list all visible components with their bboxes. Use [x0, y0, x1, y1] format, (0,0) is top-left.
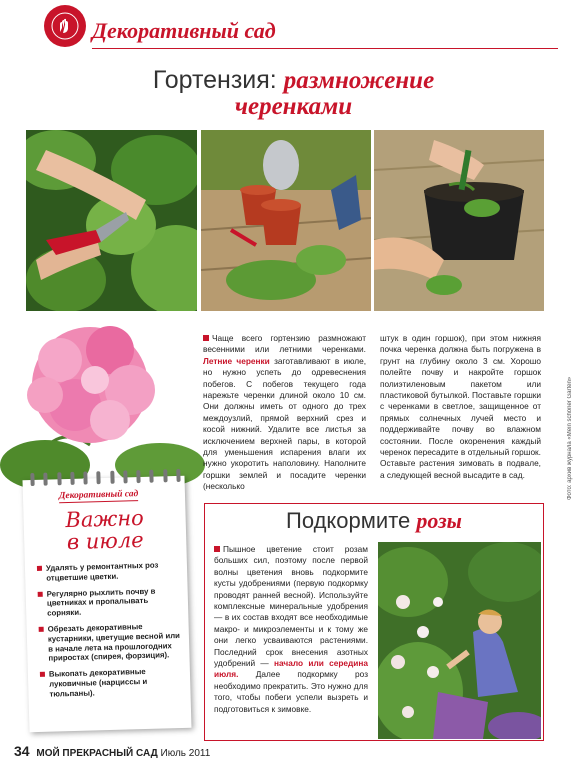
- magazine-name: МОЙ ПРЕКРАСНЫЙ САД: [36, 748, 158, 759]
- article-p1-lead: Чаще всего гортензию размножают весенними или летними черенками.: [203, 333, 366, 355]
- roses-paragraph: [214, 544, 368, 715]
- binding-ring: [150, 470, 154, 483]
- list-item: Регулярно рыхлить почву в цветниках и пропалывать сорняки.: [38, 586, 183, 619]
- roses-text-highlight: начало или середина июля.: [214, 658, 369, 680]
- magazine-logo: [44, 5, 86, 47]
- section-title: Декоративный сад: [92, 18, 276, 43]
- binding-ring: [30, 473, 34, 486]
- binding-ring: [83, 471, 87, 484]
- page-footer: [14, 743, 210, 759]
- issue-date: Июль 2011: [160, 748, 211, 759]
- spiral-binding: [30, 469, 180, 487]
- card-category: Декоративный сад: [58, 489, 139, 502]
- article-paragraph-1: [203, 333, 366, 493]
- hydrangea-flower-image: [0, 305, 215, 495]
- binding-ring: [163, 469, 167, 482]
- binding-ring: [176, 469, 180, 482]
- july-tips-card: [23, 476, 192, 732]
- list-item: Выкопать декоративные луковичные (нарциссы и тюльпаны).: [40, 666, 185, 699]
- binding-ring: [110, 471, 114, 484]
- article-title-prefix: Гортензия:: [152, 66, 277, 94]
- binding-ring: [70, 472, 74, 485]
- page-number: 34: [14, 743, 30, 759]
- article-p1-rest: заготавливают в июле, но нужно успеть до одревеснения побегов. С побегов текущего года нарежьте черенки длиной около 10 см. Они должны иметь от одного до трех междоузлий, прямой верхний срез и косой нижний. Удалите все листья за исключением верхней пары, в которой для уменьшения испарения влаги их нужно укоротить наполовину. Наполните горшки землей и посадите черенки (несколько: [203, 355, 366, 492]
- roses-title: [205, 506, 543, 536]
- bullet-square-icon: [203, 335, 209, 341]
- card-tips-list: [37, 560, 185, 706]
- article-body-column-1: [203, 333, 366, 493]
- card-title: [23, 506, 186, 555]
- roses-text-lead: Пышное цветение стоит розам больших сил, поэтому после первой волны цветения вновь подкормите кусты удобрениями (первую подкормку проводят ранней весной). Используйте комплексные минеральные удобрения — в их состав входят все необходимые макро- и микроэлементы и к тому же они легко усваиваются растениями. Последний срок внесения азотных удобрений —: [214, 544, 368, 669]
- article-paragraph-2: штук в один горшок), при этом нижняя почка черенка должна быть погружена в грунт на глубину около 3 см. Хорошо полейте почву и накройте горшок полиэтиленовым пакетом или пластиковой бутылкой. Поставьте горшки с черенками в светлое, защищенное от прямых солнечных лучей место и поддерживайте почву во влажном состоянии. После окоренения каждый черенок пересадите в отдельный горшок. Оставьте растения зимовать в подвале, а следующей весной высадите в сад.: [380, 333, 541, 480]
- card-title-line2: в июле: [66, 527, 144, 555]
- hand-spade-icon: [51, 12, 79, 40]
- list-item: Удалять у ремонтантных роз отцветшие цветки.: [37, 560, 181, 584]
- binding-ring: [44, 473, 48, 486]
- roses-title-prefix: Подкормите: [286, 508, 411, 533]
- photo-gardener-roses: [378, 542, 541, 739]
- binding-ring: [57, 472, 61, 485]
- header-divider: [92, 48, 558, 49]
- roses-feeding-box: [204, 503, 544, 741]
- binding-ring: [97, 471, 101, 484]
- article-title-accent: размножение: [283, 67, 435, 94]
- article-title-line2: черенками: [234, 93, 353, 120]
- article-title: [0, 66, 587, 95]
- roses-text-rest: Далее подкормку роз необходимо прекратить. Это нужно для того, чтобы побеги успели вызреть и подготовиться к зимовке.: [214, 669, 368, 714]
- roses-text: [214, 544, 368, 715]
- photo-cutting-shoot: [26, 130, 197, 311]
- bullet-square-icon: [214, 546, 220, 552]
- list-item: Обрезать декоративные кустарники, цветущие весной или в начале лета на прошлогодних приростах (спирея, форзиция).: [39, 621, 184, 664]
- article-p1-highlight: Летние черенки: [203, 355, 270, 366]
- photo-credit: Фото: архив журнала «Mein schöner Garten»: [567, 376, 573, 500]
- photo-planting-cutting: [374, 130, 544, 311]
- binding-ring: [123, 470, 127, 483]
- roses-title-accent: розы: [416, 508, 462, 533]
- binding-ring: [136, 470, 140, 483]
- article-body-column-2: [380, 333, 541, 481]
- card-title-line1: Важно: [65, 505, 145, 533]
- photo-pots-and-tools: [201, 130, 371, 311]
